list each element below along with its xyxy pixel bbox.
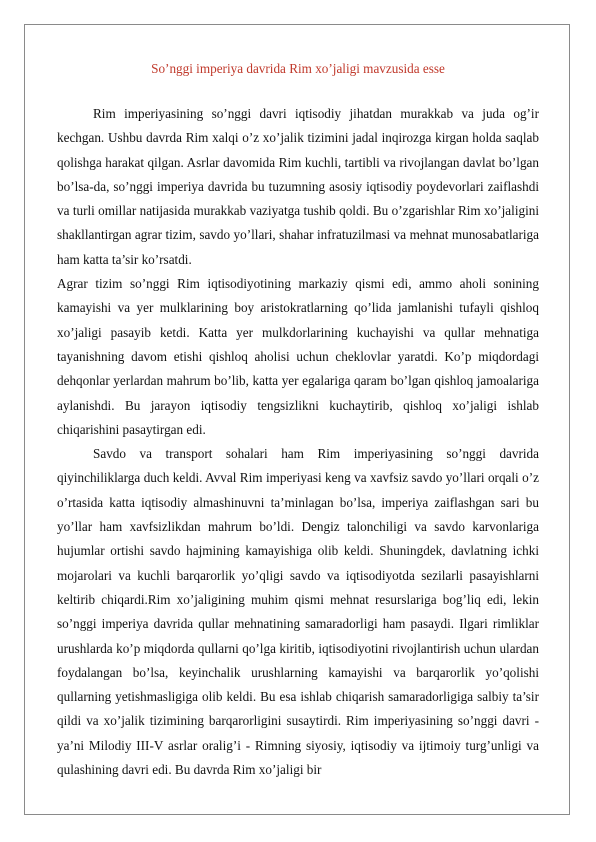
document-body (57, 60, 539, 782)
paragraph-2: Agrar tizim so’nggi Rim iqtisodiyotining markaziy qismi edi, ammo aholi sonining kamayishi va yer mulklarining boy aristokratlarning qo’lida jamlanishi tufayli qishloq xo’jaligi pasayib ketdi. Katta yer mulkdorlarining kuchayishi va qullar mehnatiga tayanishning davom etishi qishloq aholisi uchun cheklovlar yaratdi. Ko’p miqdordagi dehqonlar yerlardan mahrum bo’lib, katta yer egalariga qaram bo’lgan qishloq jamoalariga aylanishdi. Bu jarayon iqtisodiy tengsizlikni kuchaytirib, qishloq xo’jaligi ishlab chiqarishini pasaytirgan edi. (57, 276, 539, 437)
paragraph-1: Rim imperiyasining so’nggi davri iqtisodiy jihatdan murakkab va juda og’ir kechgan. Ushbu davrda Rim xalqi o’z xo’jalik tizimini jadal inqirozga kirgan holda saqlab qolishga harakat qilgan. Asrlar davomida Rim kuchli, tartibli va rivojlangan davlat bo’lgan bo’lsa-da, so’nggi imperiya davrida bu tuzumning asosiy iqtisodiy poydevorlari zaiflashdi va turli omillar natijasida murakkab vaziyatga tushib qoldi. Bu o’zgarishlar Rim xo’jaligini shakllantirgan agrar tizim, savdo yo’llari, shahar infratuzilmasi va mehnat munosabatlariga ham katta ta’sir ko’rsatdi. (57, 106, 539, 267)
document-title: So’nggi imperiya davrida Rim xo’jaligi mavzusida esse (151, 61, 445, 76)
paragraph-3: Savdo va transport sohalari ham Rim imperiyasining so’nggi davrida qiyinchiliklarga duch keldi. Avval Rim imperiyasi keng va xavfsiz savdo yo’llari orqali o’z o’rtasida katta iqtisodiy almashinuvni ta’minlagan bo’lsa, imperiya zaiflashgan sari bu yo’llar ham xavfsizlikdan mahrum bo’ldi. Dengiz talonchiligi va savdo karvonlariga hujumlar ortishi savdo hajmining kamayishiga olib keldi. Shuningdek, davlatning ichki mojarolari va kuchli barqarorlik yo’qligi savdo va iqtisodiyotda sezilarli pasayishlarni keltirib chiqardi.Rim xo’jaligining muhim qismi mehnat resurslariga bog’liq edi, lekin so’nggi imperiya davrida qullar mehnatining samaradorligi ham pasaydi. Ilgari rimliklar urushlarda ko’p miqdorda qullarni qo’lga kiritib, iqtisodiyotini rivojlantirish uchun ulardan foydalangan bo’lsa, keyinchalik urushlarning kamayishi va barqarorlik yo’qolishi qullarning yetishmasligiga olib keldi. Bu esa ishlab chiqarish samaradorligiga salbiy ta’sir qildi va xo’jalik tizimining barqarorligini susaytirdi. Rim imperiyasining so’nggi davri - ya’ni Milodiy III-V asrlar oralig’i - Rimning siyosiy, iqtisodiy va ijtimoiy turg’unligi va qulashining davri edi. Bu davrda Rim xo’jaligi bir (57, 446, 539, 778)
